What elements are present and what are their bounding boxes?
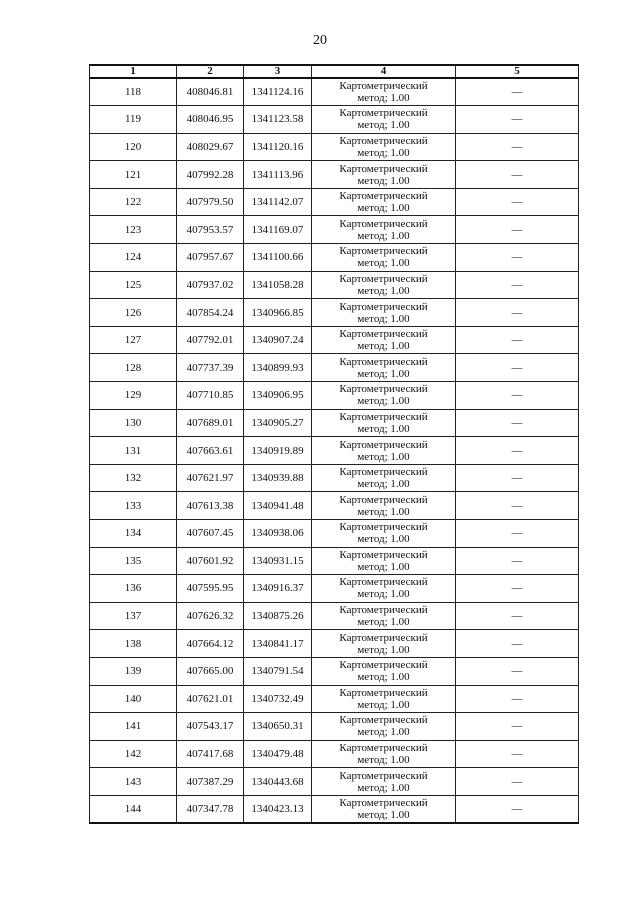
method-cell [312,216,456,244]
method-name: Картометрический [339,245,428,258]
table-row [90,795,579,823]
method-cell [312,795,456,823]
point-number-cell: 138 [90,630,177,658]
y-coordinate-cell: 1340939.88 [244,464,312,492]
description-cell: — [456,161,579,189]
y-coordinate-cell: 1340443.68 [244,768,312,796]
method-accuracy: метод; 1.00 [357,202,410,215]
x-coordinate-cell: 407953.57 [177,216,244,244]
x-coordinate-cell: 407664.12 [177,630,244,658]
x-coordinate-cell: 407601.92 [177,547,244,575]
method-cell [312,657,456,685]
table-row [90,326,579,354]
x-coordinate-cell: 407689.01 [177,409,244,437]
method-cell [312,630,456,658]
description-cell: — [456,216,579,244]
table-row [90,161,579,189]
description-cell: — [456,78,579,106]
method-name: Картометрический [339,80,428,93]
method-cell [312,713,456,741]
description-cell: — [456,520,579,548]
y-coordinate-cell: 1340875.26 [244,602,312,630]
header-col-5: 5 [456,65,579,78]
point-number-cell: 139 [90,657,177,685]
description-cell: — [456,768,579,796]
table-body [90,78,579,823]
point-number-cell: 122 [90,188,177,216]
table-row [90,768,579,796]
point-number-cell: 118 [90,78,177,106]
method-accuracy: метод; 1.00 [357,450,410,463]
method-accuracy: метод; 1.00 [357,257,410,270]
table-row [90,382,579,410]
method-accuracy: метод; 1.00 [357,781,410,794]
method-name: Картометрический [339,190,428,203]
x-coordinate-cell: 407957.67 [177,244,244,272]
description-cell: — [456,492,579,520]
description-cell: — [456,188,579,216]
y-coordinate-cell: 1341120.16 [244,133,312,161]
y-coordinate-cell: 1340479.48 [244,740,312,768]
method-cell [312,547,456,575]
method-name: Картометрический [339,107,428,120]
description-cell: — [456,326,579,354]
method-accuracy: метод; 1.00 [357,808,410,821]
method-cell [312,161,456,189]
y-coordinate-cell: 1340732.49 [244,685,312,713]
method-name: Картометрический [339,521,428,534]
x-coordinate-cell: 407992.28 [177,161,244,189]
description-cell: — [456,740,579,768]
description-cell: — [456,795,579,823]
table-row [90,630,579,658]
x-coordinate-cell: 407626.32 [177,602,244,630]
method-cell [312,271,456,299]
point-number-cell: 133 [90,492,177,520]
table-row [90,299,579,327]
description-cell: — [456,133,579,161]
x-coordinate-cell: 407665.00 [177,657,244,685]
point-number-cell: 137 [90,602,177,630]
table-row [90,740,579,768]
description-cell: — [456,244,579,272]
point-number-cell: 124 [90,244,177,272]
table-row [90,464,579,492]
point-number-cell: 136 [90,575,177,603]
table-row [90,547,579,575]
table-row [90,575,579,603]
method-accuracy: метод; 1.00 [357,422,410,435]
method-cell [312,740,456,768]
y-coordinate-cell: 1340938.06 [244,520,312,548]
y-coordinate-cell: 1341123.58 [244,106,312,134]
description-cell: — [456,464,579,492]
point-number-cell: 132 [90,464,177,492]
description-cell: — [456,630,579,658]
x-coordinate-cell: 407347.78 [177,795,244,823]
method-accuracy: метод; 1.00 [357,119,410,132]
method-name: Картометрический [339,272,428,285]
method-cell [312,437,456,465]
point-number-cell: 131 [90,437,177,465]
table-row [90,657,579,685]
y-coordinate-cell: 1341058.28 [244,271,312,299]
y-coordinate-cell: 1341169.07 [244,216,312,244]
y-coordinate-cell: 1340907.24 [244,326,312,354]
y-coordinate-cell: 1340966.85 [244,299,312,327]
method-name: Картометрический [339,328,428,341]
method-cell [312,78,456,106]
point-number-cell: 134 [90,520,177,548]
x-coordinate-cell: 407595.95 [177,575,244,603]
x-coordinate-cell: 407737.39 [177,354,244,382]
description-cell: — [456,382,579,410]
method-accuracy: метод; 1.00 [357,616,410,629]
x-coordinate-cell: 407663.61 [177,437,244,465]
method-accuracy: метод; 1.00 [357,478,410,491]
table-row [90,685,579,713]
method-cell [312,575,456,603]
point-number-cell: 143 [90,768,177,796]
y-coordinate-cell: 1340423.13 [244,795,312,823]
method-accuracy: метод; 1.00 [357,395,410,408]
method-accuracy: метод; 1.00 [357,726,410,739]
table-row [90,520,579,548]
method-accuracy: метод; 1.00 [357,533,410,546]
header-col-2: 2 [177,65,244,78]
table-row [90,437,579,465]
x-coordinate-cell: 407621.97 [177,464,244,492]
method-cell [312,520,456,548]
method-name: Картометрический [339,383,428,396]
method-name: Картометрический [339,466,428,479]
method-name: Картометрический [339,300,428,313]
x-coordinate-cell: 408046.81 [177,78,244,106]
description-cell: — [456,271,579,299]
x-coordinate-cell: 407937.02 [177,271,244,299]
x-coordinate-cell: 407417.68 [177,740,244,768]
method-name: Картометрический [339,134,428,147]
method-cell [312,133,456,161]
method-cell [312,354,456,382]
method-cell [312,464,456,492]
table-row [90,244,579,272]
method-name: Картометрический [339,631,428,644]
method-name: Картометрический [339,438,428,451]
table-row [90,409,579,437]
description-cell: — [456,354,579,382]
y-coordinate-cell: 1340899.93 [244,354,312,382]
method-cell [312,602,456,630]
page-number: 20 [313,33,327,48]
point-number-cell: 129 [90,382,177,410]
description-cell: — [456,409,579,437]
method-name: Картометрический [339,355,428,368]
header-col-1: 1 [90,65,177,78]
method-accuracy: метод; 1.00 [357,92,410,105]
y-coordinate-cell: 1340650.31 [244,713,312,741]
y-coordinate-cell: 1341124.16 [244,78,312,106]
table-row [90,78,579,106]
method-accuracy: метод; 1.00 [357,588,410,601]
y-coordinate-cell: 1340905.27 [244,409,312,437]
method-name: Картометрический [339,162,428,175]
description-cell: — [456,299,579,327]
description-cell: — [456,657,579,685]
description-cell: — [456,106,579,134]
method-cell [312,409,456,437]
table-row [90,492,579,520]
method-accuracy: метод; 1.00 [357,174,410,187]
description-cell: — [456,547,579,575]
method-name: Картометрический [339,686,428,699]
method-accuracy: метод; 1.00 [357,340,410,353]
method-cell [312,492,456,520]
method-accuracy: метод; 1.00 [357,312,410,325]
point-number-cell: 135 [90,547,177,575]
method-name: Картометрический [339,742,428,755]
point-number-cell: 120 [90,133,177,161]
x-coordinate-cell: 407621.01 [177,685,244,713]
point-number-cell: 127 [90,326,177,354]
point-number-cell: 125 [90,271,177,299]
x-coordinate-cell: 408029.67 [177,133,244,161]
header-col-4: 4 [312,65,456,78]
method-accuracy: метод; 1.00 [357,560,410,573]
method-accuracy: метод; 1.00 [357,284,410,297]
method-accuracy: метод; 1.00 [357,754,410,767]
method-name: Картометрический [339,576,428,589]
header-col-3: 3 [244,65,312,78]
y-coordinate-cell: 1340916.37 [244,575,312,603]
table-row [90,216,579,244]
description-cell: — [456,602,579,630]
method-cell [312,244,456,272]
method-name: Картометрический [339,410,428,423]
point-number-cell: 128 [90,354,177,382]
x-coordinate-cell: 407792.01 [177,326,244,354]
y-coordinate-cell: 1340931.15 [244,547,312,575]
y-coordinate-cell: 1341100.66 [244,244,312,272]
method-cell [312,106,456,134]
method-cell [312,188,456,216]
table-row [90,354,579,382]
point-number-cell: 141 [90,713,177,741]
y-coordinate-cell: 1340919.89 [244,437,312,465]
method-name: Картометрический [339,796,428,809]
table-row [90,271,579,299]
point-number-cell: 121 [90,161,177,189]
method-name: Картометрический [339,714,428,727]
method-name: Картометрический [339,217,428,230]
method-cell [312,382,456,410]
method-name: Картометрический [339,769,428,782]
x-coordinate-cell: 407979.50 [177,188,244,216]
method-accuracy: метод; 1.00 [357,505,410,518]
y-coordinate-cell: 1340841.17 [244,630,312,658]
method-cell [312,685,456,713]
x-coordinate-cell: 407387.29 [177,768,244,796]
y-coordinate-cell: 1340941.48 [244,492,312,520]
y-coordinate-cell: 1341142.07 [244,188,312,216]
method-cell [312,326,456,354]
coordinates-table [89,64,579,824]
header-row [90,65,579,78]
x-coordinate-cell: 408046.95 [177,106,244,134]
y-coordinate-cell: 1340791.54 [244,657,312,685]
table-row [90,106,579,134]
x-coordinate-cell: 407543.17 [177,713,244,741]
point-number-cell: 119 [90,106,177,134]
table-header [90,65,579,78]
method-accuracy: метод; 1.00 [357,643,410,656]
method-name: Картометрический [339,493,428,506]
method-accuracy: метод; 1.00 [357,146,410,159]
description-cell: — [456,713,579,741]
method-accuracy: метод; 1.00 [357,671,410,684]
x-coordinate-cell: 407710.85 [177,382,244,410]
table-row [90,133,579,161]
point-number-cell: 123 [90,216,177,244]
y-coordinate-cell: 1340906.95 [244,382,312,410]
x-coordinate-cell: 407607.45 [177,520,244,548]
point-number-cell: 142 [90,740,177,768]
description-cell: — [456,437,579,465]
description-cell: — [456,575,579,603]
x-coordinate-cell: 407613.38 [177,492,244,520]
table-row [90,188,579,216]
method-accuracy: метод; 1.00 [357,367,410,380]
description-cell: — [456,685,579,713]
method-accuracy: метод; 1.00 [357,229,410,242]
point-number-cell: 130 [90,409,177,437]
point-number-cell: 126 [90,299,177,327]
method-name: Картометрический [339,659,428,672]
point-number-cell: 140 [90,685,177,713]
method-accuracy: метод; 1.00 [357,698,410,711]
y-coordinate-cell: 1341113.96 [244,161,312,189]
method-cell [312,299,456,327]
x-coordinate-cell: 407854.24 [177,299,244,327]
method-name: Картометрический [339,604,428,617]
table-row [90,602,579,630]
point-number-cell: 144 [90,795,177,823]
table-row [90,713,579,741]
method-cell [312,768,456,796]
method-name: Картометрический [339,548,428,561]
